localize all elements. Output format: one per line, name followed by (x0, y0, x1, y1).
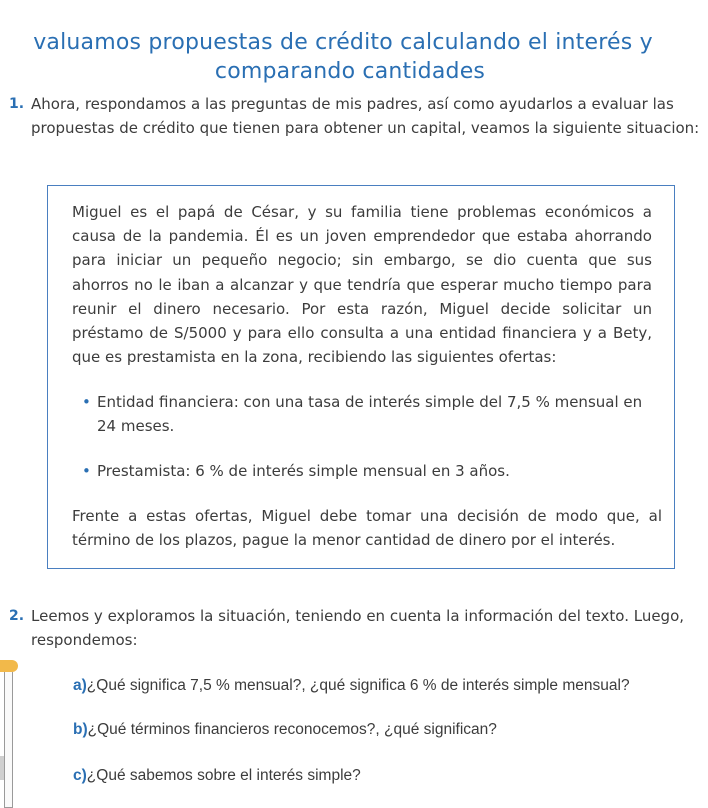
page-title (0, 28, 700, 86)
sub-question-letter: b) (73, 721, 88, 738)
offer-bullet-text: Entidad financiera: con una tasa de interés simple del 7,5 % mensual en 24 meses. (97, 393, 643, 436)
page-title-line2: comparando cantidades (214, 59, 486, 84)
bullet-dot-icon: • (82, 462, 91, 480)
edge-decoration-mark (0, 756, 4, 780)
edge-decoration-bar (4, 672, 13, 808)
sub-question-a (73, 675, 630, 697)
question-2-number: 2. (9, 608, 25, 624)
situation-closing: Frente a estas ofertas, Miguel debe tomar una decisión de modo que, al término de los plazos, pague la menor cantidad de dinero por el interés. (72, 507, 662, 550)
question-2 (9, 604, 706, 652)
offer-bullet-lender (82, 459, 652, 483)
offer-bullet-financial-entity (82, 390, 652, 438)
sub-question-letter: a) (73, 677, 87, 694)
sub-question-b (73, 719, 497, 741)
bullet-dot-icon: • (82, 393, 91, 411)
sub-question-letter: c) (73, 767, 87, 784)
question-2-text: Leemos y exploramos la situación, teniendo en cuenta la información del texto. Luego, respondemos: (31, 607, 685, 649)
sub-question-text: ¿Qué términos financieros reconocemos?, ¿qué significan? (87, 721, 497, 738)
sub-question-text: ¿Qué significa 7,5 % mensual?, ¿qué significa 6 % de interés simple mensual? (86, 677, 630, 694)
sub-question-text: ¿Qué sabemos sobre el interés simple? (86, 767, 361, 784)
question-1-text: Ahora, respondamos a las preguntas de mis padres, así como ayudarlos a evaluar las propuestas de crédito que tienen para obtener un capital, veamos la siguiente situacion: (31, 95, 700, 137)
edge-decoration-tab (0, 660, 18, 672)
situation-paragraph: Miguel es el papá de César, y su familia tiene problemas económicos a causa de la pandemia. Él es un joven emprendedor que estaba ahorrando para iniciar un pequeño negocio; sin embargo, se dio cuenta que sus ahorros no le iban a alcanzar y que tendría que esperar mucho tiempo para reunir el dinero necesario. Por esta razón, Miguel decide solicitar un préstamo de S/5000 y para ello consulta a una entidad financiera y a Bety, que es prestamista en la zona, recibiendo las siguientes ofertas: (72, 203, 652, 367)
offer-bullet-text: Prestamista: 6 % de interés simple mensual en 3 años. (97, 462, 510, 480)
question-1 (9, 92, 701, 140)
page-title-line1: valuamos propuestas de crédito calculando el interés y (33, 30, 653, 55)
question-1-number: 1. (9, 96, 25, 112)
sub-question-c (73, 765, 361, 787)
